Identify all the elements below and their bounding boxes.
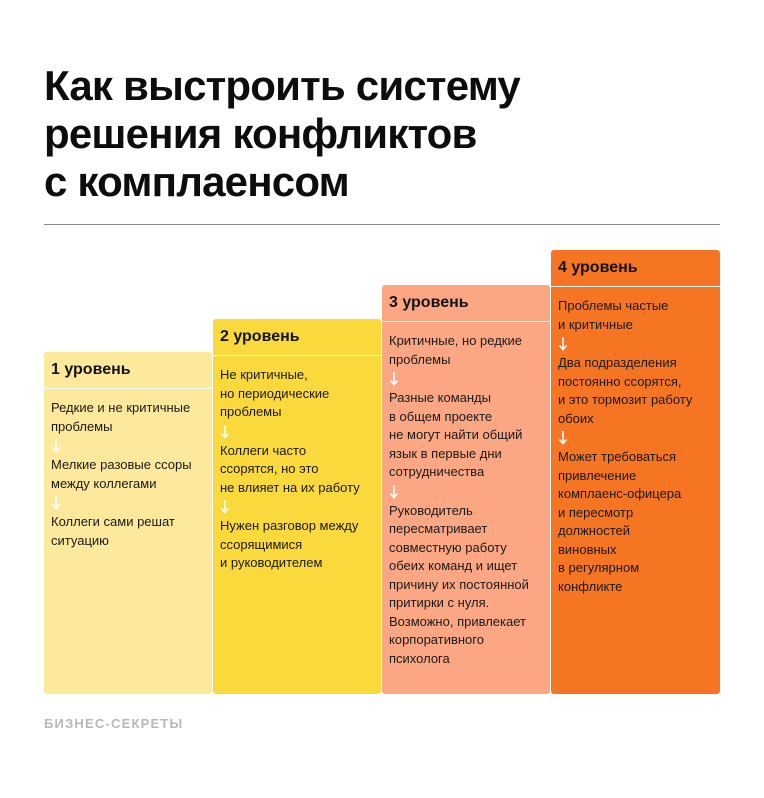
arrow-down-icon <box>220 499 234 515</box>
arrow-down-icon <box>389 484 403 500</box>
level-2-column <box>213 319 381 694</box>
title-line: с комплаенсом <box>44 158 349 205</box>
level-3-example: Разные команды в общем проекте не могут найти общий язык в первые дни сотрудничества <box>389 390 523 479</box>
level-1-problem: Редкие и не критичные проблемы <box>51 400 191 434</box>
level-4-action: Может требоваться привлечение комплаенс-офицера и пересмотр должностей виновных в регулярном конфликте <box>558 449 682 594</box>
level-4-header: 4 уровень <box>551 250 720 286</box>
level-4-column <box>551 250 720 694</box>
level-2-action: Нужен разговор между ссорящимися и руководителем <box>220 518 359 570</box>
level-1-body <box>44 388 212 694</box>
level-1-column <box>44 352 212 694</box>
arrow-down-icon <box>51 495 65 511</box>
level-2-header: 2 уровень <box>213 319 381 355</box>
level-3-header: 3 уровень <box>382 285 550 321</box>
arrow-down-icon <box>558 430 572 446</box>
arrow-down-icon <box>389 371 403 387</box>
level-3-column <box>382 285 550 694</box>
level-3-problem: Критичные, но редкие проблемы <box>389 333 522 367</box>
title-divider <box>44 224 720 225</box>
level-1-header: 1 уровень <box>44 352 212 388</box>
page-title <box>44 62 704 206</box>
level-3-action: Руководитель пересматривает совместную работу обеих команд и ищет причину их постоянной притирки с нуля. Возможно, привлекает корпоративного психолога <box>389 502 529 666</box>
level-3-body <box>382 321 550 694</box>
arrow-down-icon <box>220 424 234 440</box>
level-2-body <box>213 355 381 694</box>
level-4-example: Два подразделения постоянно ссорятся, и это тормозит работу обоих <box>558 355 693 426</box>
level-4-body <box>551 286 720 694</box>
level-2-problem: Не критичные, но периодические проблемы <box>220 367 330 419</box>
title-line: решения конфликтов <box>44 110 477 157</box>
level-2-example: Коллеги часто ссорятся, но это не влияет на их работу <box>220 442 360 495</box>
level-4-problem: Проблемы частые и критичные <box>558 298 669 332</box>
arrow-down-icon <box>51 438 65 454</box>
level-1-action: Коллеги сами решат ситуацию <box>51 514 175 548</box>
arrow-down-icon <box>558 336 572 352</box>
title-line: Как выстроить систему <box>44 62 520 109</box>
level-1-example: Мелкие разовые ссоры между коллегами <box>51 457 192 491</box>
brand-logo: БИЗНЕС-СЕКРЕТЫ <box>44 716 184 731</box>
